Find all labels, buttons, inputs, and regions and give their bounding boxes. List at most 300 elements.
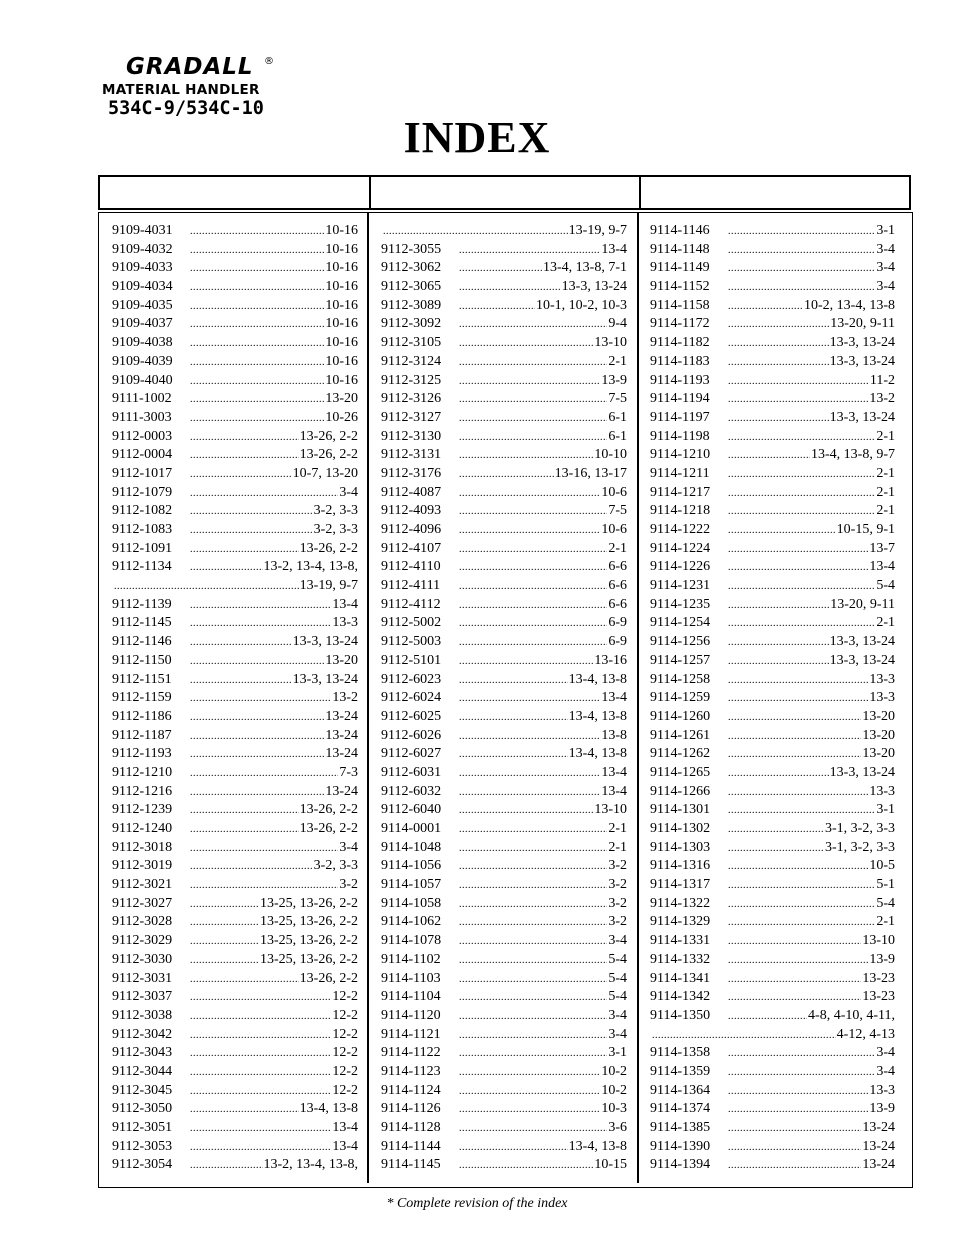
dot-leader [190, 784, 324, 802]
part-number: 9112-3037 [112, 989, 173, 1005]
dot-leader [459, 989, 607, 1007]
part-number: 9114-1217 [650, 484, 711, 500]
part-number: 9114-1224 [650, 540, 711, 556]
index-entry [381, 689, 627, 708]
page-reference: 3-4 [876, 1045, 895, 1061]
index-entry [650, 783, 895, 802]
dot-leader [190, 615, 331, 633]
page-reference: 10-16 [325, 279, 358, 295]
column-divider [637, 212, 639, 1183]
dot-leader [728, 784, 868, 802]
page-reference: 13-23 [862, 970, 895, 986]
page-reference: 3-2, 3-3 [313, 503, 358, 519]
part-number: 9114-1374 [650, 1101, 711, 1117]
index-entry [650, 932, 895, 951]
dot-leader [728, 541, 868, 559]
part-number: 9112-1216 [112, 783, 173, 799]
page-reference: 13-3 [332, 615, 358, 631]
part-number: 9114-1121 [381, 1026, 441, 1042]
page-reference: 13-20 [325, 652, 358, 668]
index-entry [112, 1063, 358, 1082]
part-number: 9112-3043 [112, 1045, 173, 1061]
page-reference: 7-5 [608, 391, 627, 407]
index-entry [112, 951, 358, 970]
page-reference: 13-4 [332, 596, 358, 612]
index-entry [381, 558, 627, 577]
part-number: 9112-1082 [112, 503, 173, 519]
page-reference: 3-2 [608, 895, 627, 911]
dot-leader [190, 709, 324, 727]
page-reference: 6-9 [608, 634, 627, 650]
part-number: 9112-3062 [381, 260, 442, 276]
dot-leader [190, 597, 331, 615]
part-number: 9112-3038 [112, 1007, 173, 1023]
part-number: 9112-1146 [112, 634, 172, 650]
page-reference: 10-2, 13-4, 13-8 [804, 297, 895, 313]
index-entry [381, 1007, 627, 1026]
dot-leader [190, 1120, 331, 1138]
index-entry [112, 409, 358, 428]
page-reference: 13-20, 9-11 [830, 316, 895, 332]
dot-leader [459, 877, 607, 895]
part-number: 9112-3028 [112, 914, 173, 930]
page-reference: 13-19, 9-7 [568, 223, 627, 238]
index-entry [112, 932, 358, 951]
part-number: 9114-1342 [650, 989, 711, 1005]
dot-leader [190, 447, 299, 465]
page-reference: 13-26, 2-2 [299, 821, 358, 836]
page-reference: 2-1 [876, 465, 895, 481]
dot-leader [728, 260, 875, 278]
page-reference: 3-2 [608, 858, 627, 874]
column-divider [367, 212, 369, 1183]
page-reference: 13-20 [862, 708, 895, 724]
part-number: 9114-1258 [650, 671, 711, 687]
page-reference: 7-5 [608, 503, 627, 519]
dot-leader [190, 541, 299, 559]
page-reference: 13-3, 13-24 [829, 634, 895, 650]
part-number: 9114-1146 [650, 223, 710, 238]
page-reference: 2-1 [608, 540, 627, 556]
part-number: 9114-1259 [650, 690, 711, 706]
dot-leader [190, 279, 324, 297]
dot-leader [728, 522, 836, 540]
page-reference: 13-20 [862, 746, 895, 762]
dot-leader [728, 316, 829, 334]
index-entry [381, 614, 627, 633]
page-reference: 10-16 [325, 372, 358, 388]
part-number: 9114-1341 [650, 970, 711, 986]
dot-leader [190, 802, 299, 820]
page-reference: 13-3 [869, 783, 895, 799]
index-entry [112, 1156, 358, 1175]
part-number: 9112-0003 [112, 428, 173, 444]
index-entry [650, 671, 895, 690]
page-reference: 2-1 [608, 353, 627, 369]
index-entry [650, 315, 895, 334]
part-number: 9112-3092 [381, 316, 442, 332]
index-entry [381, 278, 627, 297]
part-number: 9112-4111 [381, 578, 441, 594]
part-number: 9112-1139 [112, 596, 172, 612]
index-entry [650, 857, 895, 876]
dot-leader [728, 447, 810, 465]
part-number: 9114-1359 [650, 1063, 711, 1079]
page-reference: 13-16, 13-17 [554, 465, 627, 481]
dot-leader [459, 765, 600, 783]
page-reference: 2-1 [608, 839, 627, 855]
part-number: 9114-1172 [650, 316, 710, 332]
dot-leader [728, 485, 875, 503]
dot-leader [190, 242, 324, 260]
page-reference: 13-4 [869, 559, 895, 575]
page-reference: 13-10 [594, 802, 627, 818]
dot-leader [459, 316, 607, 334]
page-reference: 3-1 [876, 223, 895, 238]
dot-leader [190, 522, 313, 540]
part-number: 9114-1322 [650, 895, 711, 911]
index-entry [112, 895, 358, 914]
part-number: 9112-1134 [112, 559, 172, 575]
index-entry [112, 1007, 358, 1026]
page-reference: 13-24 [325, 727, 358, 743]
dot-leader [459, 466, 554, 484]
index-entry [112, 652, 358, 671]
index-entry [112, 502, 358, 521]
page-reference: 12-2 [332, 989, 358, 1005]
part-number: 9109-4031 [112, 223, 173, 238]
page-reference: 13-26, 2-2 [299, 970, 358, 986]
dot-leader [459, 1083, 600, 1101]
index-entry [112, 241, 358, 260]
index-entry [381, 801, 627, 820]
page-reference: 10-1, 10-2, 10-3 [536, 297, 627, 313]
dot-leader [190, 971, 299, 989]
dot-leader [459, 260, 542, 278]
page-reference: 13-3 [869, 690, 895, 706]
page-reference: 3-4 [876, 260, 895, 276]
page-reference: 13-3, 13-24 [561, 279, 627, 295]
part-number: 9112-6025 [381, 708, 442, 724]
index-entry [650, 446, 895, 465]
dot-leader [728, 354, 829, 372]
dot-leader [459, 354, 607, 372]
part-number: 9111-1002 [112, 391, 172, 407]
index-entry [381, 1119, 627, 1138]
part-number: 9114-1303 [650, 839, 711, 855]
index-entry [112, 1082, 358, 1101]
dot-leader [728, 971, 861, 989]
dot-leader [459, 728, 600, 746]
part-number: 9112-1187 [112, 727, 172, 743]
part-number: 9114-1104 [381, 989, 441, 1005]
page-reference: 7-3 [339, 764, 358, 780]
part-number: 9112-3018 [112, 839, 173, 855]
index-entry [112, 278, 358, 297]
index-entry [650, 745, 895, 764]
index-entry [112, 913, 358, 932]
part-number: 9112-3176 [381, 465, 442, 481]
footnote: * Complete revision of the index [386, 1196, 568, 1211]
part-number: 9112-3131 [381, 447, 442, 463]
page-reference: 3-1 [876, 802, 895, 818]
dot-leader [459, 1045, 607, 1063]
part-number: 9114-1231 [650, 578, 711, 594]
dot-leader [728, 597, 829, 615]
part-number: 9112-6040 [381, 802, 442, 818]
index-entry [112, 727, 358, 746]
dot-leader [728, 840, 824, 858]
dot-leader [190, 1027, 331, 1045]
page-reference: 3-2 [339, 877, 358, 893]
part-number: 9109-4039 [112, 353, 173, 369]
index-entry [381, 895, 627, 914]
part-number: 9114-1194 [650, 391, 710, 407]
page-reference: 13-3, 13-24 [829, 409, 895, 425]
part-number: 9114-1158 [650, 297, 710, 313]
dot-leader [190, 840, 338, 858]
index-entry [381, 970, 627, 989]
part-number: 9114-1364 [650, 1082, 711, 1098]
dot-leader [190, 989, 331, 1007]
dot-leader [459, 634, 607, 652]
part-number: 9114-1394 [650, 1157, 711, 1173]
dot-leader [459, 840, 607, 858]
page-reference: 13-9 [601, 372, 627, 388]
index-entry [381, 857, 627, 876]
dot-leader [459, 410, 607, 428]
part-number: 9114-1123 [381, 1063, 441, 1079]
index-entry [381, 671, 627, 690]
index-entry [112, 222, 358, 241]
dot-leader [459, 485, 600, 503]
part-number: 9114-1262 [650, 746, 711, 762]
part-number: 9114-1331 [650, 933, 711, 949]
part-number: 9114-1144 [381, 1138, 441, 1154]
page-reference: 13-9 [869, 1101, 895, 1117]
index-entry [112, 446, 358, 465]
index-entry [381, 315, 627, 334]
index-entry [112, 988, 358, 1007]
dot-leader [114, 578, 299, 596]
dot-leader [190, 1139, 331, 1157]
dot-leader [459, 952, 607, 970]
index-entry [381, 839, 627, 858]
index-entry [650, 1119, 895, 1138]
page-reference: 10-15 [594, 1157, 627, 1173]
dot-leader [728, 1045, 875, 1063]
part-number: 9114-1257 [650, 652, 711, 668]
part-number: 9114-1260 [650, 708, 711, 724]
part-number: 9114-1218 [650, 503, 711, 519]
part-number: 9111-3003 [112, 409, 172, 425]
part-number: 9112-4093 [381, 503, 442, 519]
page-reference: 13-24 [325, 746, 358, 762]
page-reference: 13-9 [869, 951, 895, 967]
part-number: 9112-3019 [112, 858, 173, 874]
index-entry [112, 390, 358, 409]
page-reference: 3-1 [608, 1045, 627, 1061]
part-number: 9114-1358 [650, 1045, 711, 1061]
dot-leader [728, 952, 868, 970]
dot-leader [190, 653, 324, 671]
index-entry [112, 521, 358, 540]
page-reference: 13-4, 13-8 [299, 1101, 358, 1117]
index-entry [381, 372, 627, 391]
part-number: 9112-0004 [112, 447, 173, 463]
index-entry [112, 372, 358, 391]
part-number: 9112-3045 [112, 1082, 173, 1098]
page-reference: 13-3, 13-24 [829, 335, 895, 351]
dot-leader [459, 242, 600, 260]
index-entry [650, 1082, 895, 1101]
page-reference: 6-6 [608, 559, 627, 575]
page-reference: 13-2 [869, 391, 895, 407]
part-number: 9112-1091 [112, 540, 173, 556]
dot-leader [190, 298, 324, 316]
page-reference: 13-4 [332, 1138, 358, 1154]
index-entry [650, 876, 895, 895]
page-reference: 5-4 [608, 989, 627, 1005]
part-number: 9112-3054 [112, 1157, 173, 1173]
dot-leader [728, 1083, 868, 1101]
part-number: 9109-4033 [112, 260, 173, 276]
index-entry [650, 577, 895, 596]
index-entry [381, 1100, 627, 1119]
index-column-1 [112, 222, 358, 1175]
dot-leader [459, 971, 607, 989]
page-reference: 3-4 [876, 1063, 895, 1079]
page-reference: 13-26, 2-2 [299, 802, 358, 818]
page-reference: 13-25, 13-26, 2-2 [260, 895, 358, 911]
dot-leader [459, 709, 568, 727]
dot-leader [728, 1101, 868, 1119]
part-number: 9109-4038 [112, 335, 173, 351]
page-reference: 10-16 [325, 241, 358, 257]
page-reference: 13-24 [862, 1157, 895, 1173]
index-entry [650, 372, 895, 391]
page-reference: 10-3 [601, 1101, 627, 1117]
dot-leader [459, 802, 593, 820]
index-entry [381, 577, 627, 596]
index-entry [112, 558, 358, 577]
page-reference: 4-12, 4-13 [836, 1026, 895, 1042]
part-number: 9114-1124 [381, 1082, 441, 1098]
part-number: 9109-4035 [112, 297, 173, 313]
index-entry [112, 428, 358, 447]
index-column-2 [381, 222, 627, 1175]
index-entry [381, 633, 627, 652]
index-entry [650, 801, 895, 820]
page-reference: 10-16 [325, 297, 358, 313]
dot-leader [728, 1157, 861, 1175]
header-divider [639, 177, 641, 208]
page-reference: 3-4 [876, 279, 895, 295]
index-entry [381, 465, 627, 484]
page-reference: 13-3, 13-24 [292, 634, 358, 650]
part-number: 9112-6027 [381, 746, 442, 762]
index-entry [112, 1138, 358, 1157]
dot-leader [728, 223, 875, 241]
part-number: 9114-1078 [381, 933, 442, 949]
page-reference: 13-3, 13-24 [829, 652, 895, 668]
dot-leader [459, 279, 561, 297]
part-number: 9112-3029 [112, 933, 173, 949]
index-entry [112, 970, 358, 989]
index-entry [650, 241, 895, 260]
index-entry [650, 708, 895, 727]
part-number: 9112-6023 [381, 671, 442, 687]
part-number: 9112-4110 [381, 559, 441, 575]
dot-leader [728, 410, 829, 428]
index-entry [650, 259, 895, 278]
index-entry [112, 353, 358, 372]
dot-leader [459, 559, 607, 577]
index-entry [381, 951, 627, 970]
index-entry [381, 988, 627, 1007]
header-divider [369, 177, 371, 208]
page-reference: 11-2 [869, 372, 895, 388]
page-reference: 13-4, 13-8 [568, 671, 627, 687]
index-entry [650, 596, 895, 615]
dot-leader [728, 1120, 861, 1138]
index-entry [112, 783, 358, 802]
index-entry [650, 465, 895, 484]
part-number: 9114-1254 [650, 615, 711, 631]
index-entry [650, 970, 895, 989]
part-number: 9114-1265 [650, 764, 711, 780]
page-reference: 3-1, 3-2, 3-3 [825, 821, 895, 836]
page-reference: 3-6 [608, 1120, 627, 1135]
dot-leader [190, 1008, 331, 1026]
index-entry [650, 1007, 895, 1026]
dot-leader [459, 373, 600, 391]
part-number: 9114-1057 [381, 877, 442, 893]
part-number: 9112-3130 [381, 428, 442, 444]
index-entry [112, 1119, 358, 1138]
dot-leader [190, 354, 324, 372]
page-reference: 10-16 [325, 223, 358, 238]
dot-leader [190, 559, 263, 577]
index-entry [112, 708, 358, 727]
dot-leader [190, 223, 324, 241]
dot-leader [459, 746, 568, 764]
dot-leader [190, 690, 331, 708]
page-reference: 10-2 [601, 1063, 627, 1079]
page-reference: 13-26, 2-2 [299, 447, 358, 463]
index-entry [381, 241, 627, 260]
dot-leader [728, 877, 875, 895]
dot-leader [728, 1064, 875, 1082]
dot-leader [459, 597, 607, 615]
index-entry [381, 334, 627, 353]
logo-model: 534C-9/534C-10 [108, 98, 264, 119]
index-entry [112, 633, 358, 652]
dot-leader [190, 373, 324, 391]
dot-leader [459, 1157, 593, 1175]
part-number: 9114-1350 [650, 1007, 711, 1023]
part-number: 9114-1210 [650, 447, 711, 463]
index-entry [381, 1063, 627, 1082]
index-entry [381, 783, 627, 802]
page-reference: 10-16 [325, 353, 358, 369]
page-reference: 3-2 [608, 877, 627, 893]
page-reference: 10-16 [325, 335, 358, 351]
index-entry [381, 820, 627, 839]
part-number: 9114-1120 [381, 1007, 441, 1023]
index-entry [112, 857, 358, 876]
dot-leader [190, 466, 292, 484]
